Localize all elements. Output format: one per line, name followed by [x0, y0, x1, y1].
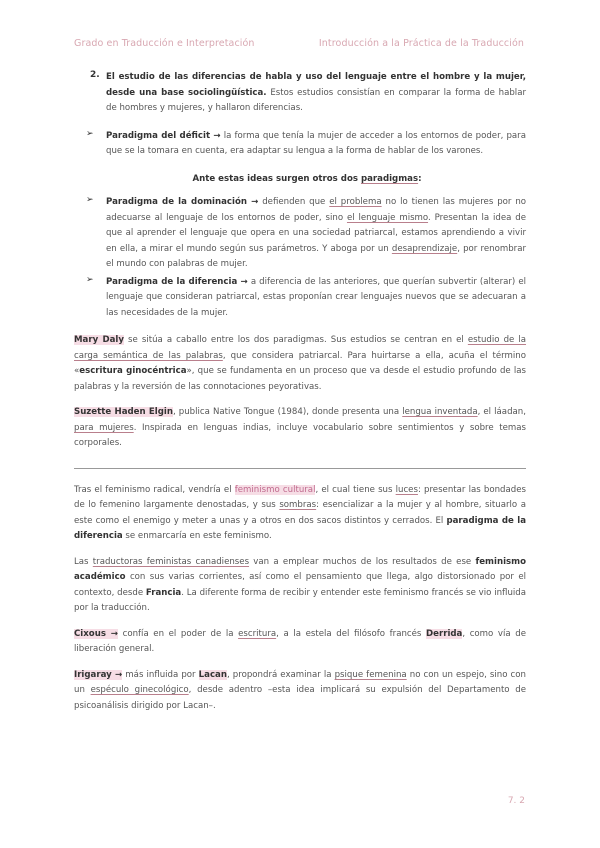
text-run: más influida por [122, 669, 199, 680]
text-run: Tras el feminismo radical, vendría el [74, 484, 235, 495]
underlined-term: lengua inventada [402, 407, 478, 417]
text-run: defienden que [258, 197, 330, 207]
subheading [88, 172, 526, 188]
page-content [74, 70, 526, 714]
text-run: no lo tienen las mujeres por no adecuarse al lenguaje de los entornos de poder, sino [106, 197, 527, 223]
underlined-term: psique femenina [334, 669, 407, 680]
author-name: Suzette Haden Elgin [74, 407, 173, 417]
header-subject: Introducción a la Práctica de la Traducción [318, 38, 524, 49]
underlined-term: el problema [329, 197, 382, 207]
author-name: Irigaray → [74, 669, 123, 680]
deficit-body: la forma que tenía la mujer de acceder a los entornos de poder, para que se la tomara en cuenta, era adaptar su lengua a la forma de hablar de los varones. [106, 130, 526, 156]
page-number: 7. 2 [507, 796, 525, 806]
dominacion-title: Paradigma de la dominación → [106, 197, 259, 207]
suzette-paragraph [74, 405, 526, 452]
text-run: con sus varias corrientes, así como el pensamiento que llega, algo distorsionado por el contexto, desde [74, 572, 526, 598]
bullet-dominacion [74, 195, 526, 273]
author-name: Mary Daly [74, 335, 124, 345]
underlined-term: sombras [279, 500, 317, 510]
text-run: : esencializar a la mujer y al hombre, situarlo a este como el enemigo y meter a unas y a otros en dos sacos distintos y cerrados. El [74, 500, 527, 526]
irigaray-paragraph [74, 668, 526, 715]
arrow-bullet-icon: ➢ [86, 195, 94, 205]
bullet-diferencia [74, 275, 526, 322]
subheading-suffix: : [418, 173, 422, 184]
diferencia-title: Paradigma de la diferencia → [106, 276, 248, 287]
dominacion-text [106, 195, 526, 273]
feminismo-cultural-paragraph [74, 483, 526, 545]
text-run: : presentar las bondades de lo femenino largamente denostadas, y sus [74, 484, 526, 510]
text-run: no con un espejo, sino con un [74, 669, 526, 695]
text-run: Las [74, 556, 93, 567]
text-run: . Presentan la idea de que al aprender el lenguaje que opera en una sociedad patriarcal, estamos aprendiendo a vivir en ella, a mirar el mundo según sus parámetros. Y aboga por un [106, 212, 526, 254]
bold-term: Derrida [426, 628, 463, 639]
text-run: van a emplear muchos de los resultados de ese [249, 556, 476, 567]
item-2-title: El estudio de las diferencias de habla y uso del lenguaje entre el hombre y la mujer, desde una base sociolingüística. [106, 72, 526, 98]
text-run: . La diferente forma de recibir y entender este feminismo francés se vio influida por la traducción. [74, 587, 526, 613]
underlined-term: estudio de la carga semántica de las palabras [74, 335, 527, 361]
diferencia-body: a diferencia de las anteriores, que querían subvertir (alterar) el lenguaje que consideran patriarcal, estas proponían crear lenguajes nuevos que se adecuaran a las necesidades de la mujer. [106, 276, 526, 318]
underlined-term: traductoras feministas canadienses [92, 556, 250, 567]
author-name: Cixous → [74, 628, 118, 639]
subheading-underlined: paradigmas [360, 173, 419, 184]
item-2-text [106, 70, 526, 117]
text-run: . Inspirada en lenguas indias, incluye vocabulario sobre sentimientos y sobre temas corporales. [74, 422, 526, 448]
underlined-term: desaprendizaje [391, 243, 458, 254]
cixous-paragraph [74, 627, 526, 658]
bold-term: feminismo académico [74, 556, 526, 582]
deficit-text [106, 129, 526, 160]
page-header [74, 38, 524, 49]
underlined-term: espéculo ginecológico [90, 685, 189, 695]
arrow-bullet-icon: ➢ [86, 128, 94, 139]
traductoras-paragraph [74, 555, 526, 617]
numbered-item-2 [74, 70, 526, 117]
mary-daly-paragraph [74, 333, 526, 395]
text-run: , el cual tiene sus [315, 484, 396, 495]
underlined-term: luces [395, 484, 418, 495]
underlined-term: escritura [238, 628, 277, 639]
text-run: , por renombrar el mundo con palabras de mujer. [106, 243, 526, 269]
bold-term: Francia [145, 587, 182, 598]
deficit-title: Paradigma del déficit → [106, 130, 221, 141]
text-run: se sitúa a caballo entre los dos paradigmas. Sus estudios se centran en el [123, 335, 468, 345]
text-run: confía en el poder de la [118, 628, 239, 639]
bold-term: paradigma de la diferencia [74, 515, 526, 541]
text-run: , a la estela del filósofo francés [276, 628, 427, 639]
text-run: , propondrá examinar la [226, 669, 335, 680]
text-run: , que considera patriarcal. Para huirtarse a ella, acuña el término « [74, 350, 526, 376]
item-2-body: Estos estudios consistían en comparar la forma de hablar de hombres y mujeres, y hallaron diferencias. [106, 87, 526, 113]
text-run: , como vía de liberación general. [74, 628, 526, 654]
item-number: 2. [90, 70, 100, 80]
highlighted-term: feminismo cultural [234, 484, 316, 495]
text-run: , desde adentro –esta idea implicará su expulsión del Departamento de psicoanálisis dirigido por Lacan–. [74, 685, 527, 711]
bullet-deficit [74, 129, 526, 160]
bold-term: escritura ginocéntrica [79, 366, 187, 376]
text-run: », que se fundamenta en un proceso que va desde el estudio profundo de las palabras y la reversión de las connotaciones peyorativas. [74, 366, 527, 392]
diferencia-text [106, 275, 526, 322]
header-course: Grado en Traducción e Interpretación [74, 38, 255, 49]
section-divider [74, 468, 526, 469]
text-run: , el láadan, [477, 407, 526, 417]
arrow-bullet-icon: ➢ [86, 274, 94, 285]
text-run: se enmarcaría en este feminismo. [122, 531, 272, 541]
underlined-term: para mujeres [74, 422, 134, 433]
text-run: , publica Native Tongue (1984), donde presenta una [172, 407, 403, 417]
bold-term: Lacan [198, 669, 227, 680]
subheading-prefix: Ante estas ideas surgen otros dos [192, 173, 361, 184]
underlined-term: el lenguaje mismo [346, 212, 429, 223]
